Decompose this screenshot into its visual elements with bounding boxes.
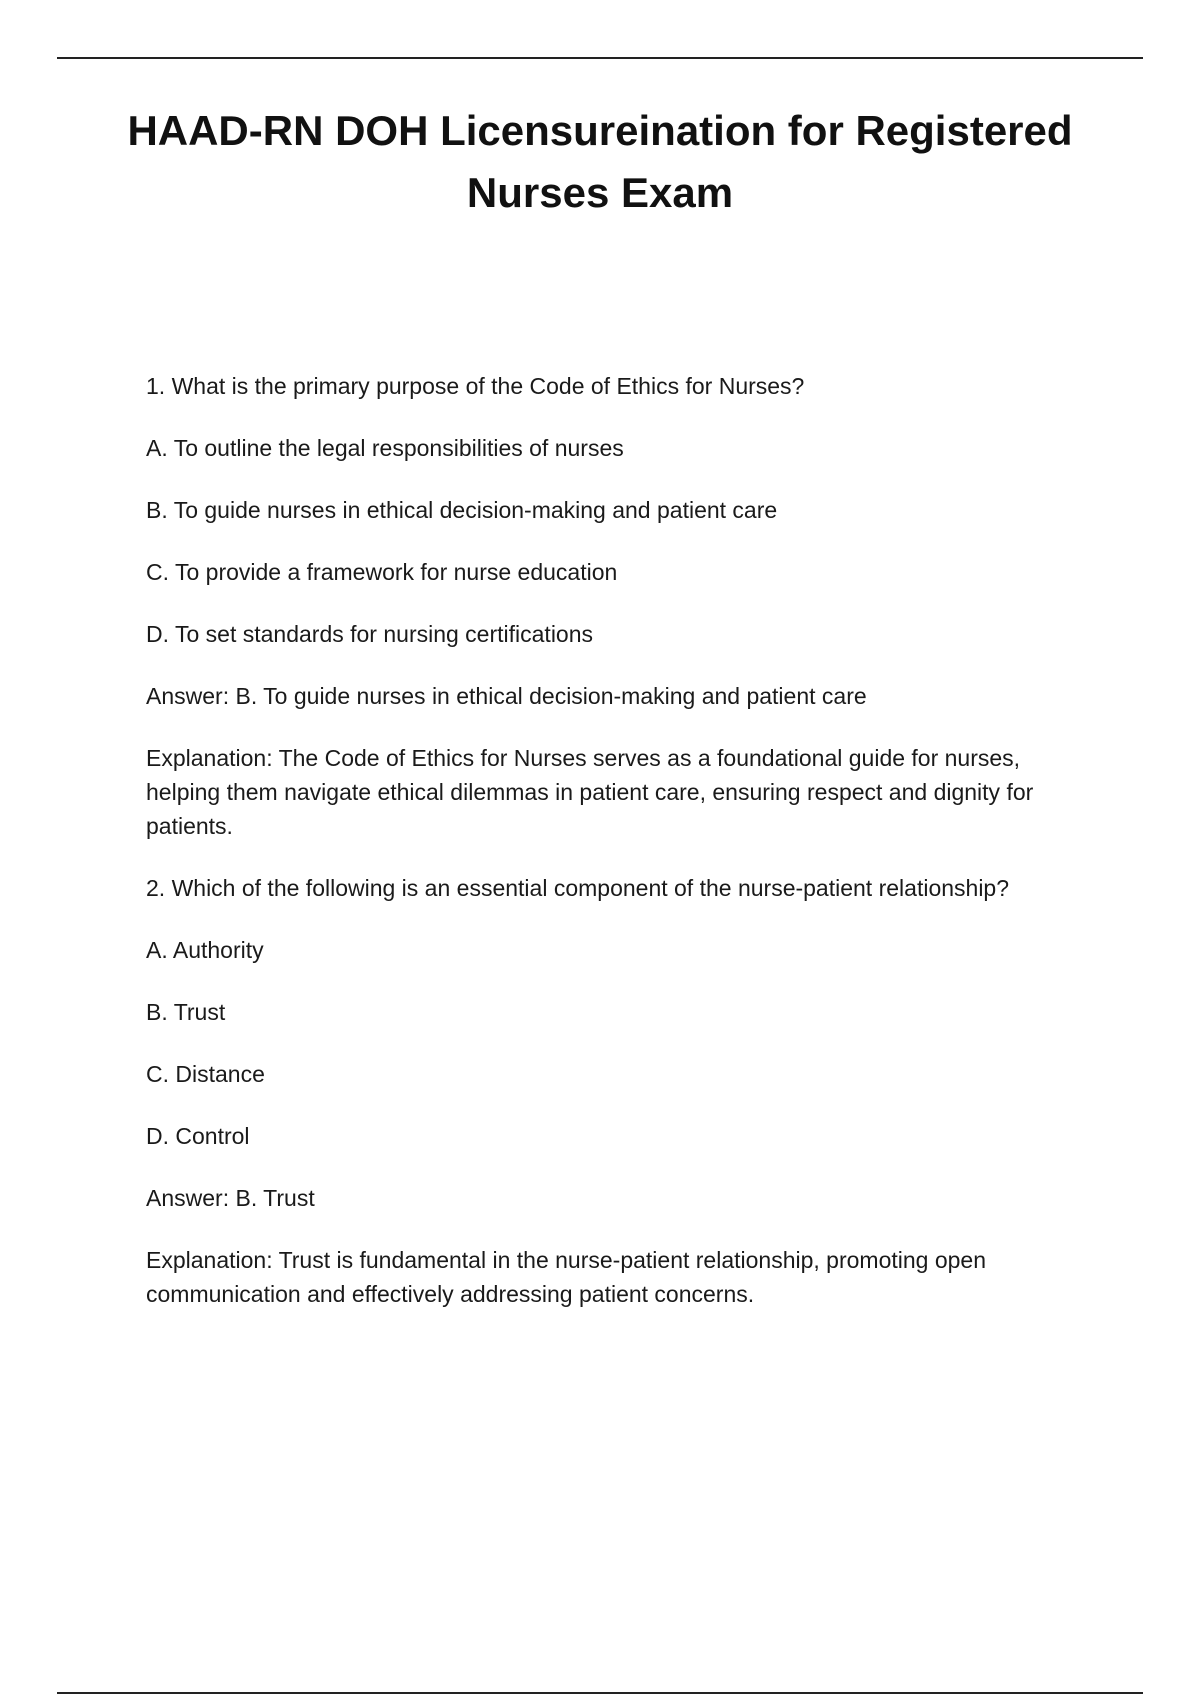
document-title: HAAD-RN DOH Licensureination for Registered Nurses Exam xyxy=(127,107,1073,217)
explanation-text: Explanation: The Code of Ethics for Nurses serves as a foundational guide for nurses, helping them navigate ethical dilemmas in patient care, ensuring respect and dignity for patients. xyxy=(146,745,1034,839)
explanation-text: Explanation: Trust is fundamental in the nurse-patient relationship, promoting open communication and effectively addressing patient concerns. xyxy=(146,1247,987,1307)
answer-text: Answer: B. Trust xyxy=(146,1185,315,1211)
option-c: C. Distance xyxy=(146,1061,265,1087)
option-c: C. To provide a framework for nurse education xyxy=(146,559,618,585)
answer-text: Answer: B. To guide nurses in ethical decision-making and patient care xyxy=(146,683,867,709)
option-d: D. To set standards for nursing certifications xyxy=(146,621,594,647)
option-a: A. Authority xyxy=(146,937,264,963)
document-body xyxy=(146,369,1086,1339)
top-rule xyxy=(57,57,1143,59)
question-text: 1. What is the primary purpose of the Code of Ethics for Nurses? xyxy=(146,373,805,399)
option-b: B. Trust xyxy=(146,999,226,1025)
question-text: 2. Which of the following is an essential component of the nurse-patient relationship? xyxy=(146,875,1010,901)
bottom-rule xyxy=(57,1692,1143,1694)
option-b: B. To guide nurses in ethical decision-making and patient care xyxy=(146,497,778,523)
question-block-2 xyxy=(146,871,1086,1311)
option-d: D. Control xyxy=(146,1123,250,1149)
option-a: A. To outline the legal responsibilities of nurses xyxy=(146,435,624,461)
question-block-1 xyxy=(146,369,1086,843)
